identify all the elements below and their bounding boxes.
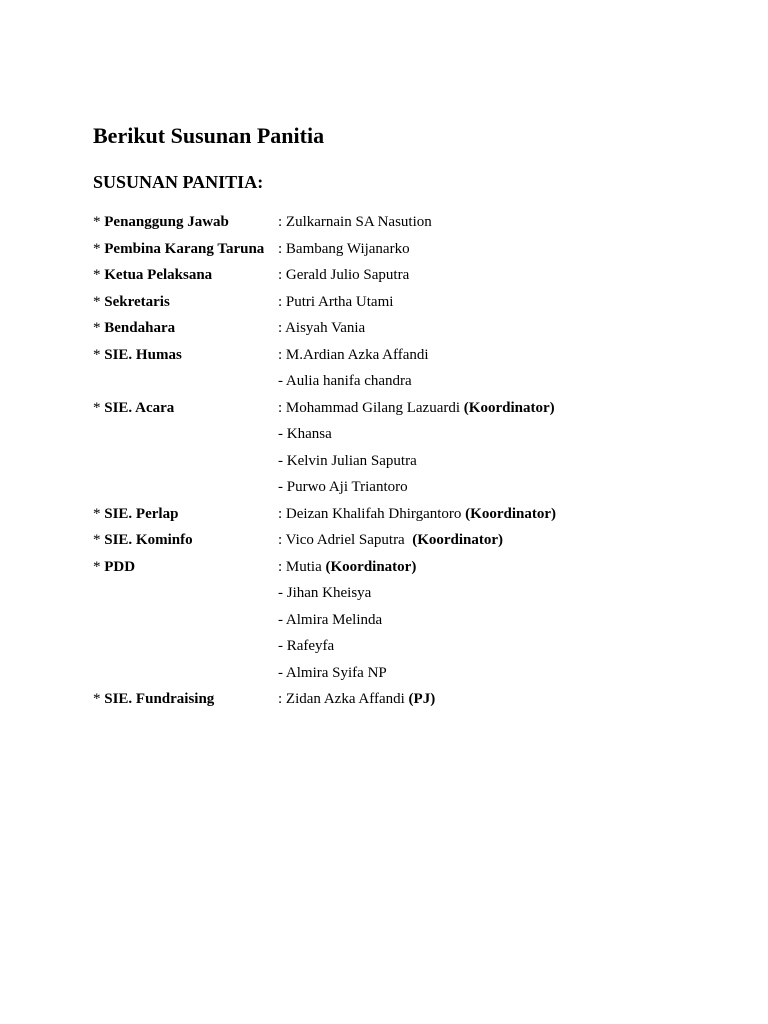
committee-member-row xyxy=(93,474,733,501)
member-entry xyxy=(278,527,503,554)
bullet-asterisk: * xyxy=(93,267,105,283)
member-role-tag: (Koordinator) xyxy=(325,558,417,575)
role-label: SIE. Fundraising xyxy=(104,691,215,707)
member-name: : Bambang Wijanarko xyxy=(278,240,410,257)
committee-role xyxy=(93,395,174,422)
committee-roster xyxy=(93,209,733,713)
committee-member-row xyxy=(93,580,733,607)
member-role-tag: (PJ) xyxy=(408,691,436,707)
member-name: - Khansa xyxy=(278,426,332,442)
member-role-tag: (Koordinator) xyxy=(412,532,504,548)
bullet-asterisk: * xyxy=(93,320,105,336)
member-name: : Vico Adriel Saputra xyxy=(278,532,413,548)
member-entry xyxy=(278,315,365,342)
member-entry xyxy=(278,607,382,634)
committee-row xyxy=(93,527,733,554)
member-entry xyxy=(278,395,555,422)
member-entry xyxy=(278,474,408,501)
committee-role xyxy=(93,289,170,316)
committee-role xyxy=(93,527,193,554)
committee-row xyxy=(93,395,733,422)
document-page xyxy=(93,121,733,707)
member-name: : Mohammad Gilang Lazuardi xyxy=(278,399,464,416)
member-name: - Almira Melinda xyxy=(278,611,383,628)
committee-row xyxy=(93,342,733,369)
role-label: PDD xyxy=(104,558,136,575)
member-name: - Kelvin Julian Saputra xyxy=(278,452,417,469)
member-entry xyxy=(278,580,371,607)
committee-role xyxy=(93,236,264,263)
member-entry xyxy=(278,209,432,236)
member-entry xyxy=(278,236,410,263)
bullet-asterisk: * xyxy=(93,558,105,575)
member-name: - Aulia hanifa chandra xyxy=(278,373,412,389)
member-role-tag: (Koordinator) xyxy=(465,505,556,522)
member-name: : M.Ardian Azka Affandi xyxy=(278,346,429,363)
bullet-asterisk: * xyxy=(93,293,105,310)
member-entry xyxy=(278,448,417,475)
member-entry xyxy=(278,633,334,660)
committee-role xyxy=(93,262,212,289)
member-entry xyxy=(278,686,435,713)
committee-row xyxy=(93,686,733,713)
member-entry xyxy=(278,289,393,316)
committee-row xyxy=(93,289,733,316)
member-entry xyxy=(278,368,412,395)
bullet-asterisk: * xyxy=(93,505,105,522)
role-label: SIE. Acara xyxy=(104,399,175,416)
bullet-asterisk: * xyxy=(93,240,105,257)
member-name: : Aisyah Vania xyxy=(278,320,366,336)
role-label: Pembina Karang Taruna xyxy=(104,240,265,257)
member-entry xyxy=(278,262,409,289)
committee-role xyxy=(93,342,182,369)
role-label: SIE. Perlap xyxy=(104,505,179,522)
committee-role xyxy=(93,209,229,236)
committee-row xyxy=(93,554,733,581)
member-name: - Rafeyfa xyxy=(278,638,335,654)
committee-role xyxy=(93,686,214,713)
role-label: SIE. Kominfo xyxy=(104,532,193,548)
committee-row xyxy=(93,262,733,289)
committee-member-row xyxy=(93,368,733,395)
member-name: : Gerald Julio Saputra xyxy=(278,267,410,283)
member-role-tag: (Koordinator) xyxy=(463,399,555,416)
member-name: : Deizan Khalifah Dhirgantoro xyxy=(278,505,466,522)
member-name: - Jihan Kheisya xyxy=(278,585,372,601)
bullet-asterisk: * xyxy=(93,532,105,548)
role-label: Ketua Pelaksana xyxy=(104,267,213,283)
bullet-asterisk: * xyxy=(93,691,105,707)
member-entry xyxy=(278,660,387,687)
committee-role xyxy=(93,554,135,581)
committee-member-row xyxy=(93,607,733,634)
committee-member-row xyxy=(93,448,733,475)
bullet-asterisk: * xyxy=(93,399,105,416)
bullet-asterisk: * xyxy=(93,346,105,363)
committee-member-row xyxy=(93,421,733,448)
member-entry xyxy=(278,421,332,448)
member-name: : Putri Artha Utami xyxy=(278,293,394,310)
member-entry xyxy=(278,342,429,369)
member-name: - Almira Syifa NP xyxy=(278,664,387,681)
committee-row xyxy=(93,501,733,528)
document-title: Berikut Susunan Panitia xyxy=(93,123,325,148)
committee-role xyxy=(93,315,175,342)
committee-row xyxy=(93,209,733,236)
committee-row xyxy=(93,236,733,263)
member-entry xyxy=(278,554,416,581)
bullet-asterisk: * xyxy=(93,214,105,230)
member-name: : Zulkarnain SA Nasution xyxy=(278,214,432,230)
member-name: : Zidan Azka Affandi xyxy=(278,691,409,707)
role-label: Sekretaris xyxy=(104,293,170,310)
section-heading: SUSUNAN PANITIA: xyxy=(93,172,264,192)
role-label: Penanggung Jawab xyxy=(104,214,229,230)
member-name: - Purwo Aji Triantoro xyxy=(278,479,408,495)
member-entry xyxy=(278,501,556,528)
committee-role xyxy=(93,501,178,528)
committee-row xyxy=(93,315,733,342)
committee-member-row xyxy=(93,633,733,660)
member-name: : Mutia xyxy=(278,558,326,575)
role-label: Bendahara xyxy=(104,320,176,336)
role-label: SIE. Humas xyxy=(104,346,182,363)
committee-member-row xyxy=(93,660,733,687)
